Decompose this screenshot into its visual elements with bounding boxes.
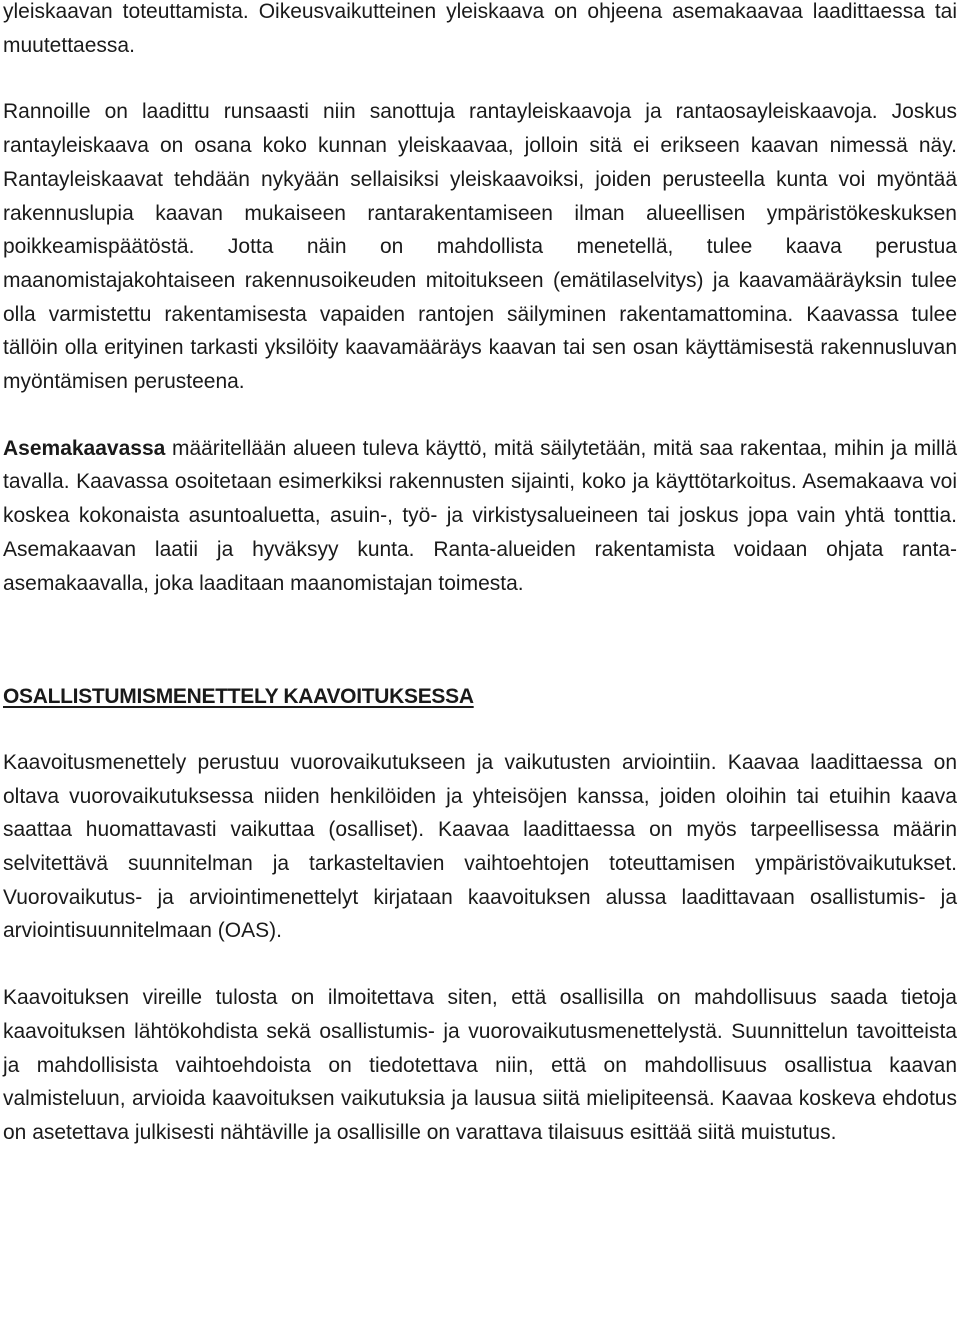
- paragraph-notification: Kaavoituksen vireille tulosta on ilmoitettava siten, että osallisilla on mahdollisuus saada tietoja kaavoituksen lähtökohdista sekä osallistumis- ja vuorovaikutusmenettelystä. Suunnittelun tavoitteista ja mahdollisista vaihtoehdoista on tiedotettava niin, että on mahdollisuus osallistua kaavan valmisteluun, arvioida kaavoituksen vaikutuksia ja lausua siitä mielipiteensä. Kaavaa koskeva ehdotus on asetettava julkisesti nähtäville ja osallisille on varattava tilaisuus esittää siitä muistutus.: [3, 986, 957, 1144]
- document-page: [3, 0, 957, 1150]
- paragraph-detailed-plan: [3, 432, 957, 601]
- paragraph-detailed-plan-text: määritellään alueen tuleva käyttö, mitä säilytetään, mitä saa rakentaa, mihin ja millä tavalla. Kaavassa osoitetaan esimerkiksi rakennusten sijainti, koko ja käyttötarkoitus. Asemakaava voi koskea kokonaista asuntoaluetta, asuin-, työ- ja virkistysalueineen tai joskus jopa vain yhtä tonttia. Asemakaavan laatii ja hyväksyy kunta. Ranta-alueiden rakentamista voidaan ohjata ranta-asemakaavalla, joka laaditaan maanomistajan toimesta.: [3, 436, 957, 595]
- section-heading: OSALLISTUMISMENETTELY KAAVOITUKSESSA: [3, 685, 474, 709]
- paragraph-participation: Kaavoitusmenettely perustuu vuorovaikutukseen ja vaikutusten arviointiin. Kaavaa laadittaessa on oltava vuorovaikutuksessa niiden henkilöiden ja yhteisöjen kanssa, joiden oloihin tai etuihin kaava saattaa huomattavasti vaikuttaa (osalliset). Kaavaa laadittaessa on myös tarpeellisessa määrin selvitettävä suunnitelman ja tarkasteltavien vaihtoehtojen toteuttamisen ympäristövaikutukset. Vuorovaikutus- ja arviointimenettelyt kirjataan kaavoituksen alussa laadittavaan osallistumis- ja arviointisuunnitelmaan (OAS).: [3, 750, 957, 943]
- paragraph-shore-plans: Rannoille on laadittu runsaasti niin sanottuja rantayleiskaavoja ja rantaosayleiskaavoja. Joskus rantayleiskaava on osana koko kunnan yleiskaavaa, jolloin sitä ei erikseen kaavan nimessä näy. Rantayleiskaavat tehdään nykyään sellaisiksi yleiskaavoiksi, joiden perusteella kunta voi myöntää rakennuslupia kaavan mukaiseen rantarakentamiseen ilman alueellisen ympäristökeskuksen poikkeamispäätöstä. Jotta näin on mahdollista menetellä, tulee kaava perustua maanomistajakohtaiseen rakennusoikeuden mitoitukseen (emätilaselvitys) ja kaavamääräyksin tulee olla varmistettu rakentamisesta vapaiden rantojen säilyminen rakentamattomina. Kaavassa tulee tällöin olla erityinen tarkasti yksilöity kaavamääräys kaavan tai sen osan käyttämisestä rakennusluvan myöntämisen perusteena.: [3, 100, 957, 394]
- term-asemakaava: Asemakaavassa: [3, 436, 166, 460]
- paragraph-general-plan-end: yleiskaavan toteuttamista. Oikeusvaikutteinen yleiskaava on ohjeena asemakaavaa laadittaessa tai muutettaessa.: [3, 0, 957, 57]
